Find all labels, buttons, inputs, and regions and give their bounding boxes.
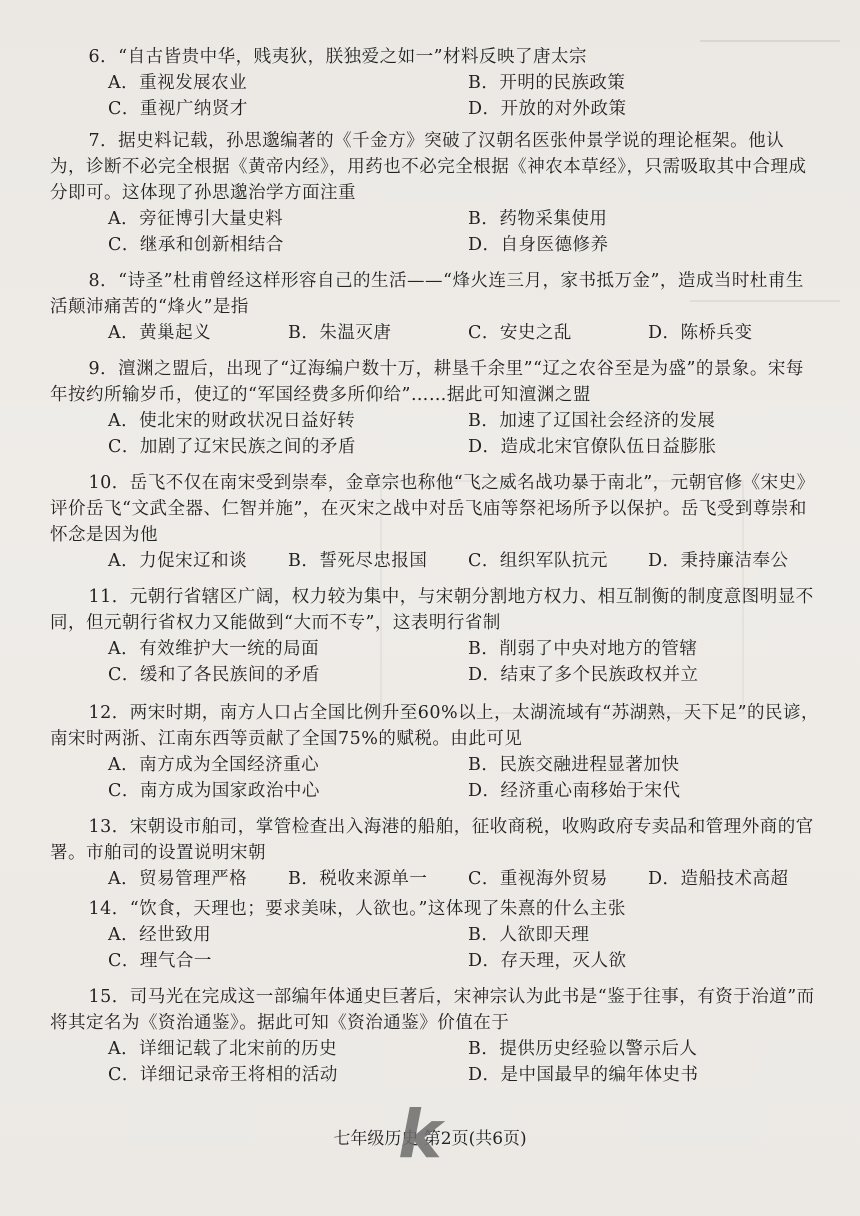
option-a: A．重视发展农业	[108, 73, 248, 93]
option-b: B．提供历史经验以警示后人	[468, 1039, 698, 1059]
page-footer: 七年级历史 第2页(共6页)	[333, 1129, 527, 1149]
option-d: D．自身医德修养	[468, 235, 609, 255]
question-stem: 7．据史料记载，孙思邈编著的《千金方》突破了汉朝名医张仲景学说的理论框架。他认为，诊断不必完全根据《黄帝内经》，用药也不必完全根据《神农本草经》，只需吸取其中合理成分即可。这体现了孙思邈治学方面注重	[50, 131, 807, 203]
option-c: C．缓和了各民族间的矛盾	[108, 665, 320, 685]
option-c: C．加剧了辽宋民族之间的矛盾	[108, 437, 356, 457]
question-15	[50, 984, 820, 1088]
question-stem: 15．司马光在完成这一部编年体通史巨著后，宋神宗认为此书是“鉴于往事，有资于治道”而将其定名为《资治通鉴》。据此可知《资治通鉴》价值在于	[50, 987, 815, 1033]
question-7	[50, 128, 820, 258]
options	[108, 1036, 820, 1088]
option-c: C．重视广纳贤才	[108, 99, 248, 119]
option-d: D．存天理，灭人欲	[468, 951, 627, 971]
option-c: C．重视海外贸易	[468, 869, 608, 889]
option-b: B．誓死尽忠报国	[288, 551, 428, 571]
option-c: C．继承和创新相结合	[108, 235, 284, 255]
options	[108, 408, 820, 460]
question-8	[50, 268, 820, 346]
question-stem: 6．“自古皆贵中华，贱夷狄，朕独爱之如一”材料反映了唐太宗	[88, 47, 588, 67]
options	[108, 70, 820, 122]
option-b: B．药物采集使用	[468, 209, 608, 229]
question-stem: 10．岳飞不仅在南宋受到崇奉，金章宗也称他“飞之威名战功暴于南北”，元朝官修《宋史》评价岳飞“文武全器、仁智并施”，在灭宋之战中对岳飞庙等祭祀场所予以保护。岳飞受到尊崇和怀念是因为他	[50, 473, 815, 545]
option-d: D．造船技术高超	[648, 869, 789, 889]
question-11	[50, 584, 820, 688]
question-stem: 8．“诗圣”杜甫曾经这样形容自己的生活——“烽火连三月，家书抵万金”，造成当时杜甫生活颠沛痛苦的“烽火”是指	[50, 271, 804, 317]
option-d: D．陈桥兵变	[648, 323, 753, 343]
option-d: D．经济重心南移始于宋代	[468, 781, 681, 801]
option-c: C．组织军队抗元	[468, 551, 608, 571]
option-b: B．人欲即天理	[468, 925, 590, 945]
option-b: B．加速了辽国社会经济的发展	[468, 411, 716, 431]
options	[108, 866, 820, 892]
question-14	[50, 896, 820, 974]
options	[108, 636, 820, 688]
option-d: D．秉持廉洁奉公	[648, 551, 789, 571]
question-9	[50, 356, 820, 460]
option-a: A．黄巢起义	[108, 323, 212, 343]
options	[108, 320, 820, 346]
question-10	[50, 470, 820, 574]
option-c: C．理气合一	[108, 951, 212, 971]
options	[108, 548, 820, 574]
option-a: A．使北宋的财政状况日益好转	[108, 411, 356, 431]
question-stem: 13．宋朝设市舶司，掌管检查出入海港的船舶，征收商税，收购政府专卖品和管理外商的官署。市舶司的设置说明宋朝	[50, 817, 814, 863]
option-d: D．结束了多个民族政权并立	[468, 665, 699, 685]
option-a: A．贸易管理严格	[108, 869, 248, 889]
option-b: B．朱温灭唐	[288, 323, 392, 343]
option-b: B．税收来源单一	[288, 869, 428, 889]
question-12	[50, 700, 820, 804]
question-stem: 14．“饮食，天理也；要求美味，人欲也。”这体现了朱熹的什么主张	[88, 899, 626, 919]
options	[108, 206, 820, 258]
option-c: C．安史之乱	[468, 323, 572, 343]
option-b: B．民族交融进程显著加快	[468, 755, 680, 775]
k-watermark-logo: k	[398, 1096, 442, 1173]
option-a: A．南方成为全国经济重心	[108, 755, 320, 775]
options	[108, 752, 820, 804]
option-a: A．力促宋辽和谈	[108, 551, 248, 571]
option-b: B．削弱了中央对地方的管辖	[468, 639, 698, 659]
option-d: D．开放的对外政策	[468, 99, 627, 119]
question-13	[50, 814, 820, 892]
question-stem: 11．元朝行省辖区广阔，权力较为集中，与宋朝分割地方权力、相互制衡的制度意图明显不同，但元朝行省权力又能做到“大而不专”，这表明行省制	[50, 587, 814, 633]
option-a: A．详细记载了北宋前的历史	[108, 1039, 338, 1059]
option-d: D．是中国最早的编年体史书	[468, 1065, 699, 1085]
options	[108, 922, 820, 974]
option-a: A．有效维护大一统的局面	[108, 639, 320, 659]
question-stem: 9．澶渊之盟后，出现了“辽海编户数十万，耕垦千余里”“辽之农谷至是为盛”的景象。宋每年按约所输岁币，使辽的“军国经费多所仰给”……据此可知澶渊之盟	[50, 359, 804, 405]
option-a: A．旁征博引大量史料	[108, 209, 284, 229]
question-stem: 12．两宋时期，南方人口占全国比例升至60%以上，太湖流域有“苏湖熟，天下足”的民谚，南宋时两浙、江南东西等贡献了全国75%的赋税。由此可见	[50, 703, 820, 749]
option-b: B．开明的民族政策	[468, 73, 626, 93]
option-c: C．南方成为国家政治中心	[108, 781, 320, 801]
option-a: A．经世致用	[108, 925, 212, 945]
option-c: C．详细记录帝王将相的活动	[108, 1065, 338, 1085]
option-d: D．造成北宋官僚队伍日益膨胀	[468, 437, 717, 457]
question-6	[50, 44, 820, 122]
